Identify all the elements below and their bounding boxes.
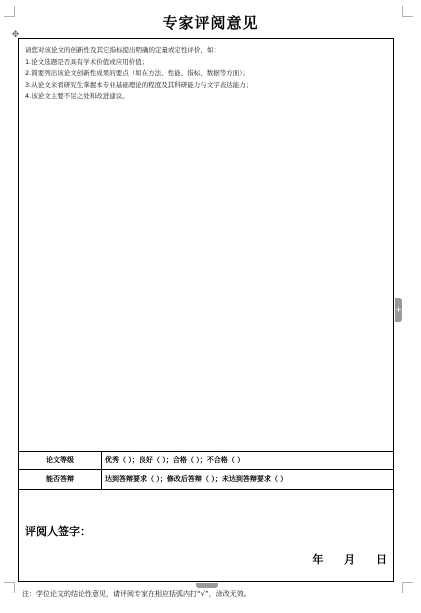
instruction-line: 2.简要列出该论文创新性成果的要点（如在方法、性能、指标、数据等方面）； bbox=[25, 69, 249, 77]
instruction-line: 请您对该论文的创新性及其它指标提出明确的定量或定性评价，如： bbox=[25, 46, 220, 54]
table-move-handle-icon[interactable]: ✥ bbox=[11, 30, 20, 40]
instructions-block[interactable] bbox=[25, 45, 387, 103]
grade-options[interactable]: 优秀（ ）；良好（ ）；合格（ ）；不合格（ ） bbox=[105, 456, 245, 464]
crop-mark-bottom-right bbox=[402, 582, 413, 593]
footnote: 注：学位论文的结论性意见，请评阅专家在相应括弧内打“√”，涂改无效。 bbox=[22, 590, 251, 598]
instruction-line: 4.该论文主要不足之处和改进建议。 bbox=[25, 92, 129, 100]
date-line: 年 月 日 bbox=[312, 553, 387, 566]
column-divider bbox=[101, 451, 102, 489]
page-title: 专家评阅意见 bbox=[162, 14, 259, 32]
instruction-line: 3.从论文来看研究生掌握本专业基础理论的程度及其科研能力与文字表达能力； bbox=[25, 80, 253, 89]
row-divider bbox=[19, 451, 393, 452]
defense-label: 能否答辩 bbox=[46, 475, 74, 483]
instruction-line: 1.论文选题是否具有学术价值或应用价值； bbox=[25, 57, 149, 66]
defense-options[interactable]: 达到答辩要求（ ）；修改后答辩（ ）；未达到答辩要求（ ） bbox=[105, 475, 288, 483]
row-divider bbox=[19, 469, 393, 470]
grade-label: 论文等级 bbox=[46, 456, 74, 464]
signature-label: 评阅人签字： bbox=[25, 525, 91, 538]
side-expand-handle-icon[interactable]: + bbox=[395, 298, 402, 322]
review-form-table bbox=[18, 38, 394, 582]
bottom-resize-handle[interactable] bbox=[196, 583, 218, 588]
crop-mark-bottom-left bbox=[4, 582, 15, 593]
row-divider bbox=[19, 489, 393, 490]
